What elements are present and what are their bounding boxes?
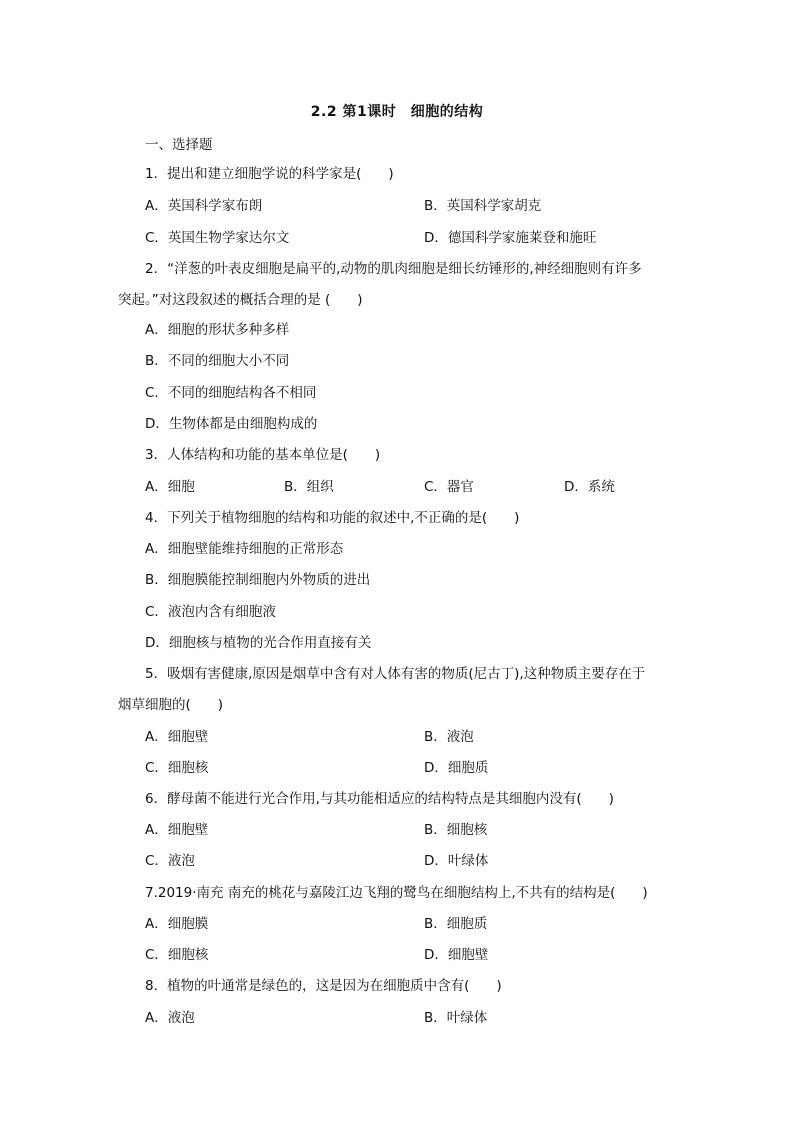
question-4-option-d: D．细胞核与植物的光合作用直接有关: [145, 635, 372, 651]
question-5-stem-line-2: 烟草细胞的( ): [118, 697, 224, 713]
question-1-option-c: C．英国生物学家达尔文: [145, 230, 290, 246]
question-6-option-b: B．细胞核: [424, 822, 488, 838]
question-2-option-c: C．不同的细胞结构各不相同: [145, 385, 317, 401]
question-6-option-d: D．叶绿体: [424, 853, 489, 869]
question-1-stem: 1．提出和建立细胞学说的科学家是( ): [145, 166, 394, 182]
question-4-option-c: C．液泡内含有细胞液: [145, 604, 276, 620]
question-6-option-a: A．细胞壁: [145, 822, 209, 838]
question-7-option-c: C．细胞核: [145, 947, 209, 963]
question-2-stem-line-1: 2．“洋葱的叶表皮细胞是扁平的,动物的肌肉细胞是细长纺锤形的,神经细胞则有许多: [145, 261, 642, 277]
section-heading: 一、选择题: [145, 137, 213, 153]
question-3-option-c: C．器官: [424, 479, 474, 495]
question-5-option-b: B．液泡: [424, 729, 474, 745]
question-4-option-b: B．细胞膜能控制细胞内外物质的进出: [145, 572, 371, 588]
question-3-option-a: A．细胞: [145, 479, 195, 495]
question-1-option-b: B．英国科学家胡克: [424, 198, 542, 214]
question-3-stem: 3．人体结构和功能的基本单位是( ): [145, 447, 381, 463]
question-7-option-b: B．细胞质: [424, 916, 488, 932]
question-5-option-d: D．细胞质: [424, 760, 489, 776]
question-1-option-d: D．德国科学家施莱登和施旺: [424, 230, 597, 246]
question-6-stem: 6．酵母菌不能进行光合作用,与其功能相适应的结构特点是其细胞内没有( ): [145, 791, 614, 807]
question-2-option-a: A．细胞的形状多种多样: [145, 322, 290, 338]
question-6-option-c: C．液泡: [145, 853, 195, 869]
question-2-option-d: D．生物体都是由细胞构成的: [145, 416, 318, 432]
question-7-stem: 7.2019·南充 南充的桃花与嘉陵江边飞翔的鹭鸟在细胞结构上,不共有的结构是( ): [145, 885, 648, 901]
question-5-stem-line-1: 5．吸烟有害健康,原因是烟草中含有对人体有害的物质(尼古丁),这种物质主要存在于: [145, 666, 646, 682]
question-5-option-c: C．细胞核: [145, 760, 209, 776]
question-3-option-d: D．系统: [564, 479, 615, 495]
question-2-option-b: B．不同的细胞大小不同: [145, 353, 290, 369]
page-title: 2.2 第1课时 细胞的结构: [310, 104, 484, 120]
question-8-stem: 8．植物的叶通常是绿色的，这是因为在细胞质中含有( ): [145, 978, 502, 994]
question-3-option-b: B．组织: [284, 479, 334, 495]
question-1-option-a: A．英国科学家布朗: [145, 198, 263, 214]
question-7-option-a: A．细胞膜: [145, 916, 209, 932]
question-4-option-a: A．细胞壁能维持细胞的正常形态: [145, 541, 344, 557]
question-4-stem: 4．下列关于植物细胞的结构和功能的叙述中,不正确的是( ): [145, 510, 520, 526]
question-5-option-a: A．细胞壁: [145, 729, 209, 745]
question-7-option-d: D．细胞壁: [424, 947, 489, 963]
question-8-option-b: B．叶绿体: [424, 1010, 488, 1026]
question-2-stem-line-2: 突起。”对这段叙述的概括合理的是 ( ): [118, 292, 363, 308]
question-8-option-a: A．液泡: [145, 1010, 195, 1026]
